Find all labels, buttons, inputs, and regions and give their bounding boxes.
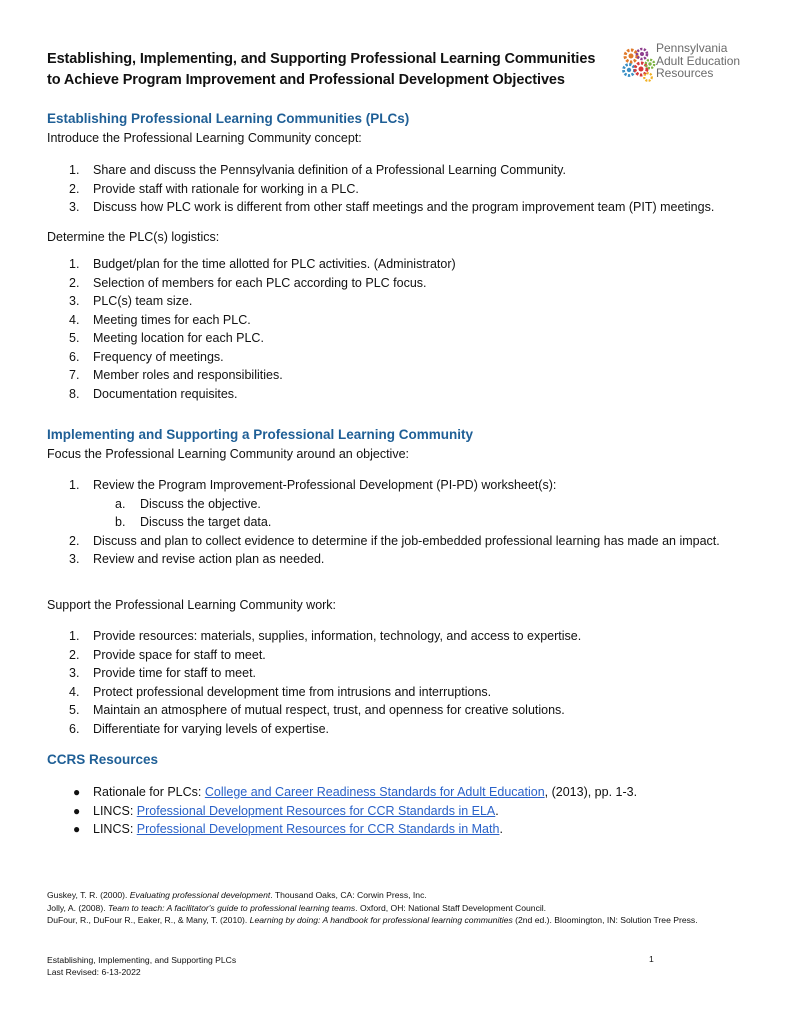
list-item: 1. Provide resources: materials, supplies, information, technology, and access to expertise. [69,629,582,643]
link-pd-resources-ela[interactable]: Professional Development Resources for CCR Standards in ELA [136,803,496,818]
list-item: 2. Discuss and plan to collect evidence to determine if the job-embedded professional learning has made an impact. [69,533,720,548]
list-item: 7. Member roles and responsibilities. [69,368,283,382]
pa-adult-education-logo [620,42,770,90]
numbered-list-support [47,627,581,738]
title-line-2: to Achieve Program Improvement and Professional Development Objectives [47,72,565,88]
list-item: 5. Maintain an atmosphere of mutual respect, trust, and openness for creative solutions. [69,703,565,717]
list-item: 1. Budget/plan for the time allotted for PLC activities. (Administrator) [69,257,456,271]
list-item: 3. PLC(s) team size. [69,294,193,308]
section-intro: Determine the PLC(s) logistics: [47,230,220,244]
logo-line-1: Pennsylvania [656,41,728,55]
section-heading-establishing: Establishing Professional Learning Communities (PLCs) [47,111,410,126]
reference-item: DuFour, R., DuFour R., Eaker, R., & Many, T. (2010). Learning by doing: A handbook for professional learning communities (2nd ed.). Bloomington, IN: Solution Tree Press. [47,915,698,925]
list-item: ● Rationale for PLCs: College and Career Readiness Standards for Adult Education, (2013), pp. 1-3. [47,783,637,802]
document-title [47,49,617,91]
bullet-icon: ● [73,803,81,818]
section-heading-ccrs: CCRS Resources [47,752,159,767]
list-item: 3. Discuss how PLC work is different from other staff meetings and the program improvement team (PIT) meetings. [69,200,715,214]
list-item: 4. Meeting times for each PLC. [69,312,251,327]
sub-list-item: a. Discuss the objective. [115,496,261,511]
list-item: 6. Differentiate for varying levels of expertise. [69,721,329,736]
list-item: ● LINCS: Professional Development Resources for CCR Standards in ELA. [47,802,637,821]
section-intro: Support the Professional Learning Community work: [47,598,337,612]
numbered-list-logistics [47,255,456,403]
list-item: 6. Frequency of meetings. [69,349,224,364]
section-intro: Focus the Professional Learning Community around an objective: [47,447,410,461]
references [47,889,747,927]
list-item: 2. Selection of members for each PLC according to PLC focus. [69,275,427,290]
list-item: 2. Provide space for staff to meet. [69,647,266,662]
ccrs-resources-list [47,783,637,839]
list-item: ● LINCS: Professional Development Resources for CCR Standards in Math. [47,820,637,839]
title-line-1: Establishing, Implementing, and Supporting Professional Learning Communities [47,51,596,67]
sub-list-item: b. Discuss the target data. [115,515,272,529]
list-item: 8. Documentation requisites. [69,386,238,401]
link-ccr-standards[interactable]: College and Career Readiness Standards for Adult Education [204,785,545,799]
link-pd-resources-math[interactable]: Professional Development Resources for CCR Standards in Math [136,822,500,836]
list-item: 1. Review the Program Improvement-Professional Development (PI-PD) worksheet(s): a. Discuss the objective. b. Discuss the target data. [47,476,733,532]
page-number: 1 [649,954,654,964]
list-item: 2. Provide staff with rationale for working in a PLC. [69,181,359,196]
sub-list [93,495,733,532]
reference-item: Guskey, T. R. (2000). Evaluating professional development. Thousand Oaks, CA: Corwin Press, Inc. [47,890,427,900]
bullet-icon: ● [73,822,81,836]
reference-item: Jolly, A. (2008). Team to teach: A facilitator's guide to professional learning teams. Oxford, OH: National Staff Development Council. [47,902,547,913]
section-intro: Introduce the Professional Learning Community concept: [47,131,362,145]
list-item: 3. Provide time for staff to meet. [69,666,257,680]
list-item: 4. Protect professional development time from intrusions and interruptions. [69,684,492,699]
section-heading-implementing: Implementing and Supporting a Professional Learning Community [47,427,474,442]
list-item: 1. Share and discuss the Pennsylvania definition of a Professional Learning Community. [69,163,566,177]
footer-doc-title: Establishing, Implementing, and Supporting PLCs [47,955,237,965]
bullet-icon: ● [73,785,81,799]
logo-line-3: Resources [656,66,714,80]
page-footer [47,954,236,978]
footer-revised-date: Last Revised: 6-13-2022 [47,967,141,977]
numbered-list-objective [47,476,733,569]
list-item: 3. Review and revise action plan as needed. [69,552,325,566]
list-item: 5. Meeting location for each PLC. [69,331,264,345]
logo-text [656,42,740,80]
gears-logo-icon [620,44,656,84]
logo-line-2: Adult Education [656,53,741,68]
numbered-list-concept [47,161,714,217]
